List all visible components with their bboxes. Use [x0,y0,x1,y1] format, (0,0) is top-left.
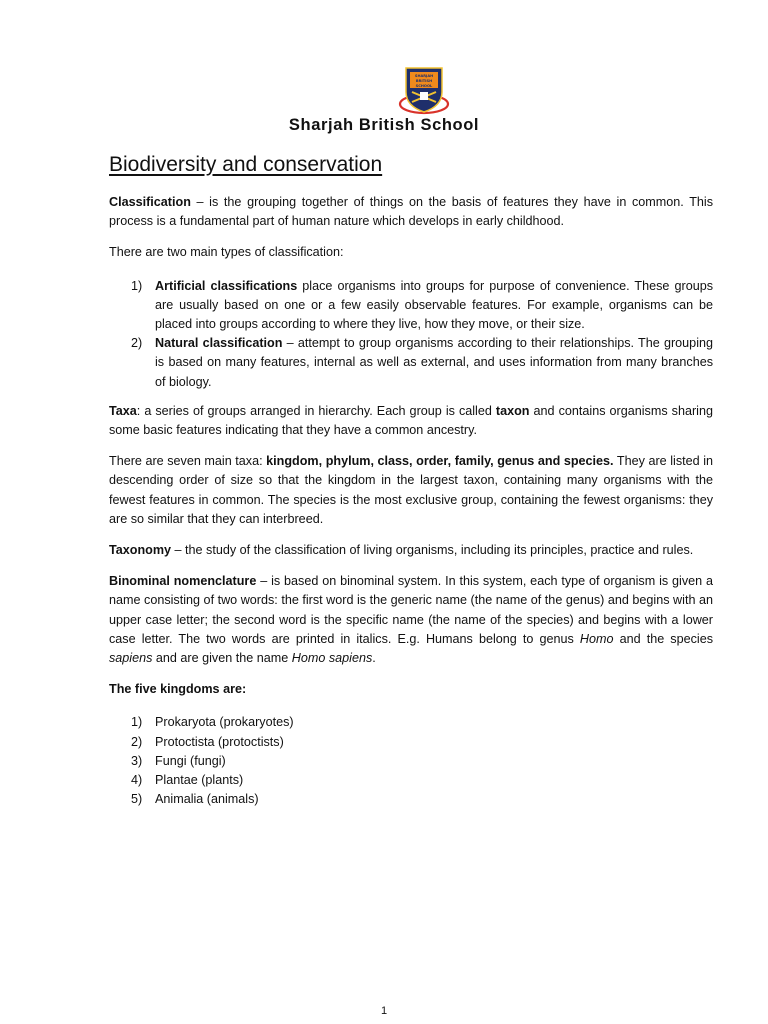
list-item [109,790,713,809]
term-binominal-nomenclature: Binominal nomenclature [109,574,257,589]
list-item [109,277,713,335]
svg-text:SHARJAH: SHARJAH [414,74,434,78]
list-number: 1) [131,278,143,293]
classification-paragraph [109,193,713,231]
svg-text:SCHOOL: SCHOOL [415,84,433,88]
list-number: 2) [131,336,143,351]
italic-genus: Homo [579,631,614,646]
list-number: 5) [131,792,143,807]
taxa-text: : a series of groups arranged in hierarchy. Each group is called [136,403,496,418]
term-taxa: Taxa [109,403,137,418]
taxonomy-definition: – the study of the classification of living organisms, including its principles, practice and rules. [171,543,694,558]
binominal-text: . [372,651,376,666]
term-artificial-classification: Artificial classifications [155,278,298,293]
classification-types-list [109,277,713,392]
kingdom-label: Fungi (fungi) [155,753,226,768]
list-number: 2) [131,734,143,749]
kingdom-label: Protoctista (protoctists) [155,734,284,749]
taxa-list-bold: kingdom, phylum, class, order, family, genus and species. [266,454,614,469]
seven-taxa-text: They are listed in descending order of size so that the kingdom in the largest taxon, containing many organisms with the fewest features in common. The species is the most exclusive group, containing the fewest organisms: they are so similar that they can interbreed. [109,454,713,526]
taxa-text: and contains organisms sharing some basic features indicating that they have a common ancestry. [109,403,713,438]
term-classification: Classification [109,195,191,209]
italic-full-name: Homo sapiens [291,651,373,666]
kingdom-label: Animalia (animals) [155,792,259,807]
seven-taxa-paragraph [109,452,713,529]
classification-definition: – is the grouping together of things on the basis of features they have in common. This process is a fundamental part of human nature which develops in early childhood. [109,195,713,229]
kingdoms-list [109,713,713,809]
list-item [109,771,713,790]
svg-text:BRITISH: BRITISH [415,79,433,83]
seven-taxa-text: There are seven main taxa: [109,454,267,469]
list-item [109,713,713,732]
term-natural-classification: Natural classification [155,336,283,351]
natural-classification-text: – attempt to group organisms according to their relationships. The grouping is based on many features, internal as well as external, and uses information from many branches of biology. [155,336,713,389]
list-item [109,334,713,392]
list-item [109,733,713,752]
school-crest-logo [398,64,450,116]
list-item [109,752,713,771]
term-taxon: taxon [495,403,530,418]
artificial-classification-text: place organisms into groups for purpose of convenience. These groups are usually based on one or a few easily observable features. For example, organisms can be placed into groups according to where they live, how they move, or their size. [155,278,713,332]
list-number: 4) [131,773,143,788]
italic-species: sapiens [109,651,153,666]
binominal-paragraph [109,572,713,668]
kingdom-label: Plantae (plants) [155,773,244,788]
binominal-text: and the species [613,631,714,646]
binominal-text: – is based on binominal system. In this system, each type of organism is given a name consisting of two words: the first word is the generic name (the name of the genus) and begins with an upper case letter; the second word is the specific name (the name of the species) and begins with a lower case letter. The two words are printed in italics. E.g. Humans belong to genus [109,574,714,646]
kingdom-label: Prokaryota (prokaryotes) [155,715,294,730]
list-number: 3) [131,753,143,768]
term-taxonomy: Taxonomy [109,543,172,558]
list-number: 1) [131,715,143,730]
taxonomy-paragraph [109,541,713,560]
kingdoms-heading: The five kingdoms are: [109,682,247,697]
binominal-text: and are given the name [152,651,292,666]
taxa-paragraph [109,402,713,440]
page-number: 1 [380,1005,388,1017]
document-body [109,193,713,819]
document-title: Biodiversity and conservation [109,153,383,176]
school-name: Sharjah British School [288,116,480,134]
types-intro: There are two main types of classification: [109,245,344,260]
